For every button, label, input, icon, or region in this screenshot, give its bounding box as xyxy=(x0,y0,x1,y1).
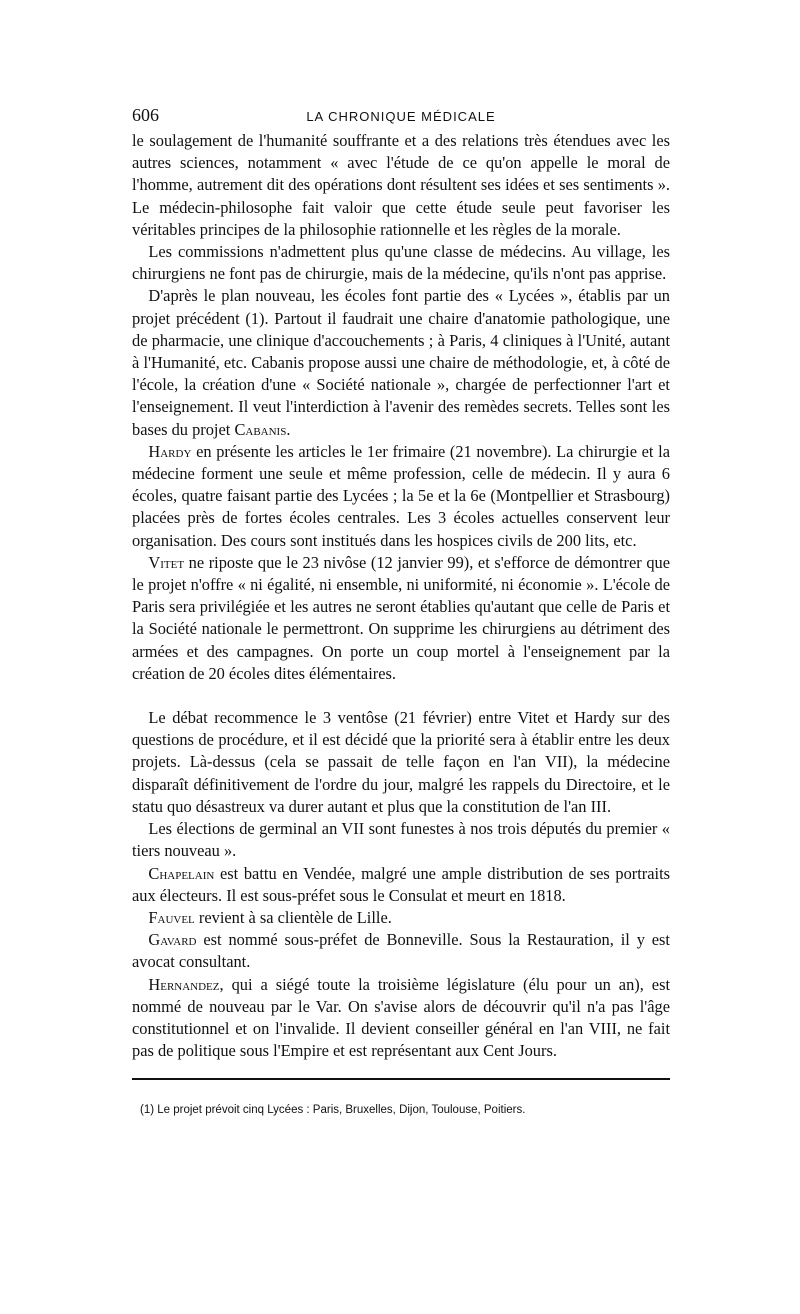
paragraph-text: qui a siégé toute la troisième législature (élu pour un an), est nommé de nouveau par le Var. On s'avise alors de découvrir qu'il n'a pas l'âge constitutionnel et on l'invalide. Il devient conseiller général en l'an VIII, ne fait pas de politique sous l'Empire et est représentant aux Cent Jours. xyxy=(132,974,671,1061)
running-head xyxy=(132,104,670,130)
paragraph-text: Les commissions n'admettent plus qu'une classe de médecins. Au village, les chirurgiens ne font pas de chirurgie, mais de la médecine, qu'ils n'ont pas apprise. xyxy=(132,242,670,284)
paragraph-text: D'après le plan nouveau, les écoles font partie des « Lycées », établis par un projet précédent (1). Partout il faudrait une chaire d'anatomie pathologique, une de pharmacie, une clinique d'accouchements ; à Paris, 4 cliniques à l'Unité, autant à l'Humanité, etc. Cabanis propose aussi une chaire de méthodologie, et, à côté de l'école, la création d'une « Société nationale », chargée de perfectionner l'art et l'enseignement. Il veut l'interdiction à l'avenir des remèdes secrets. Telles sont les bases du projet xyxy=(132,286,670,439)
paragraph-text: est nommé sous-préfet de Bonneville. Sous la Restauration, il y est avocat consultant. xyxy=(132,930,670,972)
paragraph-vitet xyxy=(132,552,670,685)
paragraph-hardy xyxy=(132,441,670,552)
person-name: Fauvel xyxy=(148,907,195,927)
person-name: Vitet xyxy=(148,552,185,572)
body-text xyxy=(132,130,670,1062)
person-name: Hernandez, xyxy=(148,974,224,994)
person-name: Hardy xyxy=(148,441,192,461)
paragraph-elections xyxy=(132,818,670,862)
person-name: Gavard xyxy=(148,930,197,950)
paragraph-commissions xyxy=(132,241,670,285)
paragraph-text: Le débat recommence le 3 ventôse (21 février) entre Vitet et Hardy sur des questions de procédure, et il est décidé que la priorité sera à établir entre les deux projets. Là-dessus (cela se passait de telle façon en l'an VII), la médecine disparaît définitivement de l'ordre du jour, malgré les rappels du Directoire, et le statu quo désastreux va durer autant et plus que la constitution de l'an III. xyxy=(132,708,670,816)
paragraph-text: en présente les articles le 1er frimaire (21 novembre). La chirurgie et la médecine forment une seule et même profession, celle de médecin. Il y aura 6 écoles, quatre faisant partie des Lycées ; la 5e et la 6e (Montpellier et Strasbourg) placées près de fortes écoles centrales. Les 3 écoles actuelles conservent leur organisation. Des cours sont institués dans les hospices civils de 200 lits, etc. xyxy=(132,441,670,550)
paragraph-hernandez xyxy=(132,974,670,1063)
paragraph-text: Les élections de germinal an VII sont funestes à nos trois députés du premier « tiers nouveau ». xyxy=(132,819,670,861)
page-content xyxy=(132,104,670,1118)
paragraph-continuation xyxy=(132,130,670,241)
paragraph-text: est battu en Vendée, malgré une ample distribution de ses portraits aux électeurs. Il est sous-préfet sous le Consulat et meurt en 1818. xyxy=(132,863,671,905)
paragraph-gavard xyxy=(132,929,670,973)
page-number: 606 xyxy=(132,105,159,125)
journal-title: LA CHRONIQUE MÉDICALE xyxy=(306,109,496,124)
paragraph-text: revient à sa clientèle de Lille. xyxy=(198,907,392,927)
paragraph-debat xyxy=(132,707,670,818)
paragraph-text: ne riposte que le 23 nivôse (12 janvier 99), et s'efforce de démontrer que le projet n'offre « ni égalité, ni ensemble, ni uniformité, ni économie ». L'école de Paris sera privilégiée et les autres ne seront établies qu'autant que celle de Paris et la Société nationale le permettront. On supprime les chirurgiens au détriment des armées et des campagnes. On porte un coup mortel à l'enseignement par la création de 20 écoles dites élémentaires. xyxy=(132,552,670,683)
paragraph-text: le soulagement de l'humanité souffrante et a des relations très étendues avec les autres sciences, notamment « avec l'étude de ce qu'on appelle le moral de l'homme, autrement dit des opérations dont résultent ses idées et ses sentiments ». Le médecin-philosophe fait valoir que cette étude seule peut favoriser les véritables principes de la philosophie rationnelle et les règles de la morale. xyxy=(132,131,670,239)
footnote: (1) Le projet prévoit cinq Lycées : Paris, Bruxelles, Dijon, Toulouse, Poitiers. xyxy=(140,1104,526,1117)
person-name: Cabanis. xyxy=(234,419,291,439)
paragraph-plan-nouveau xyxy=(132,285,670,440)
person-name: Chapelain xyxy=(148,863,215,883)
paragraph-fauvel xyxy=(132,907,670,929)
footnote-divider xyxy=(132,1078,670,1080)
paragraph-chapelain xyxy=(132,863,670,907)
